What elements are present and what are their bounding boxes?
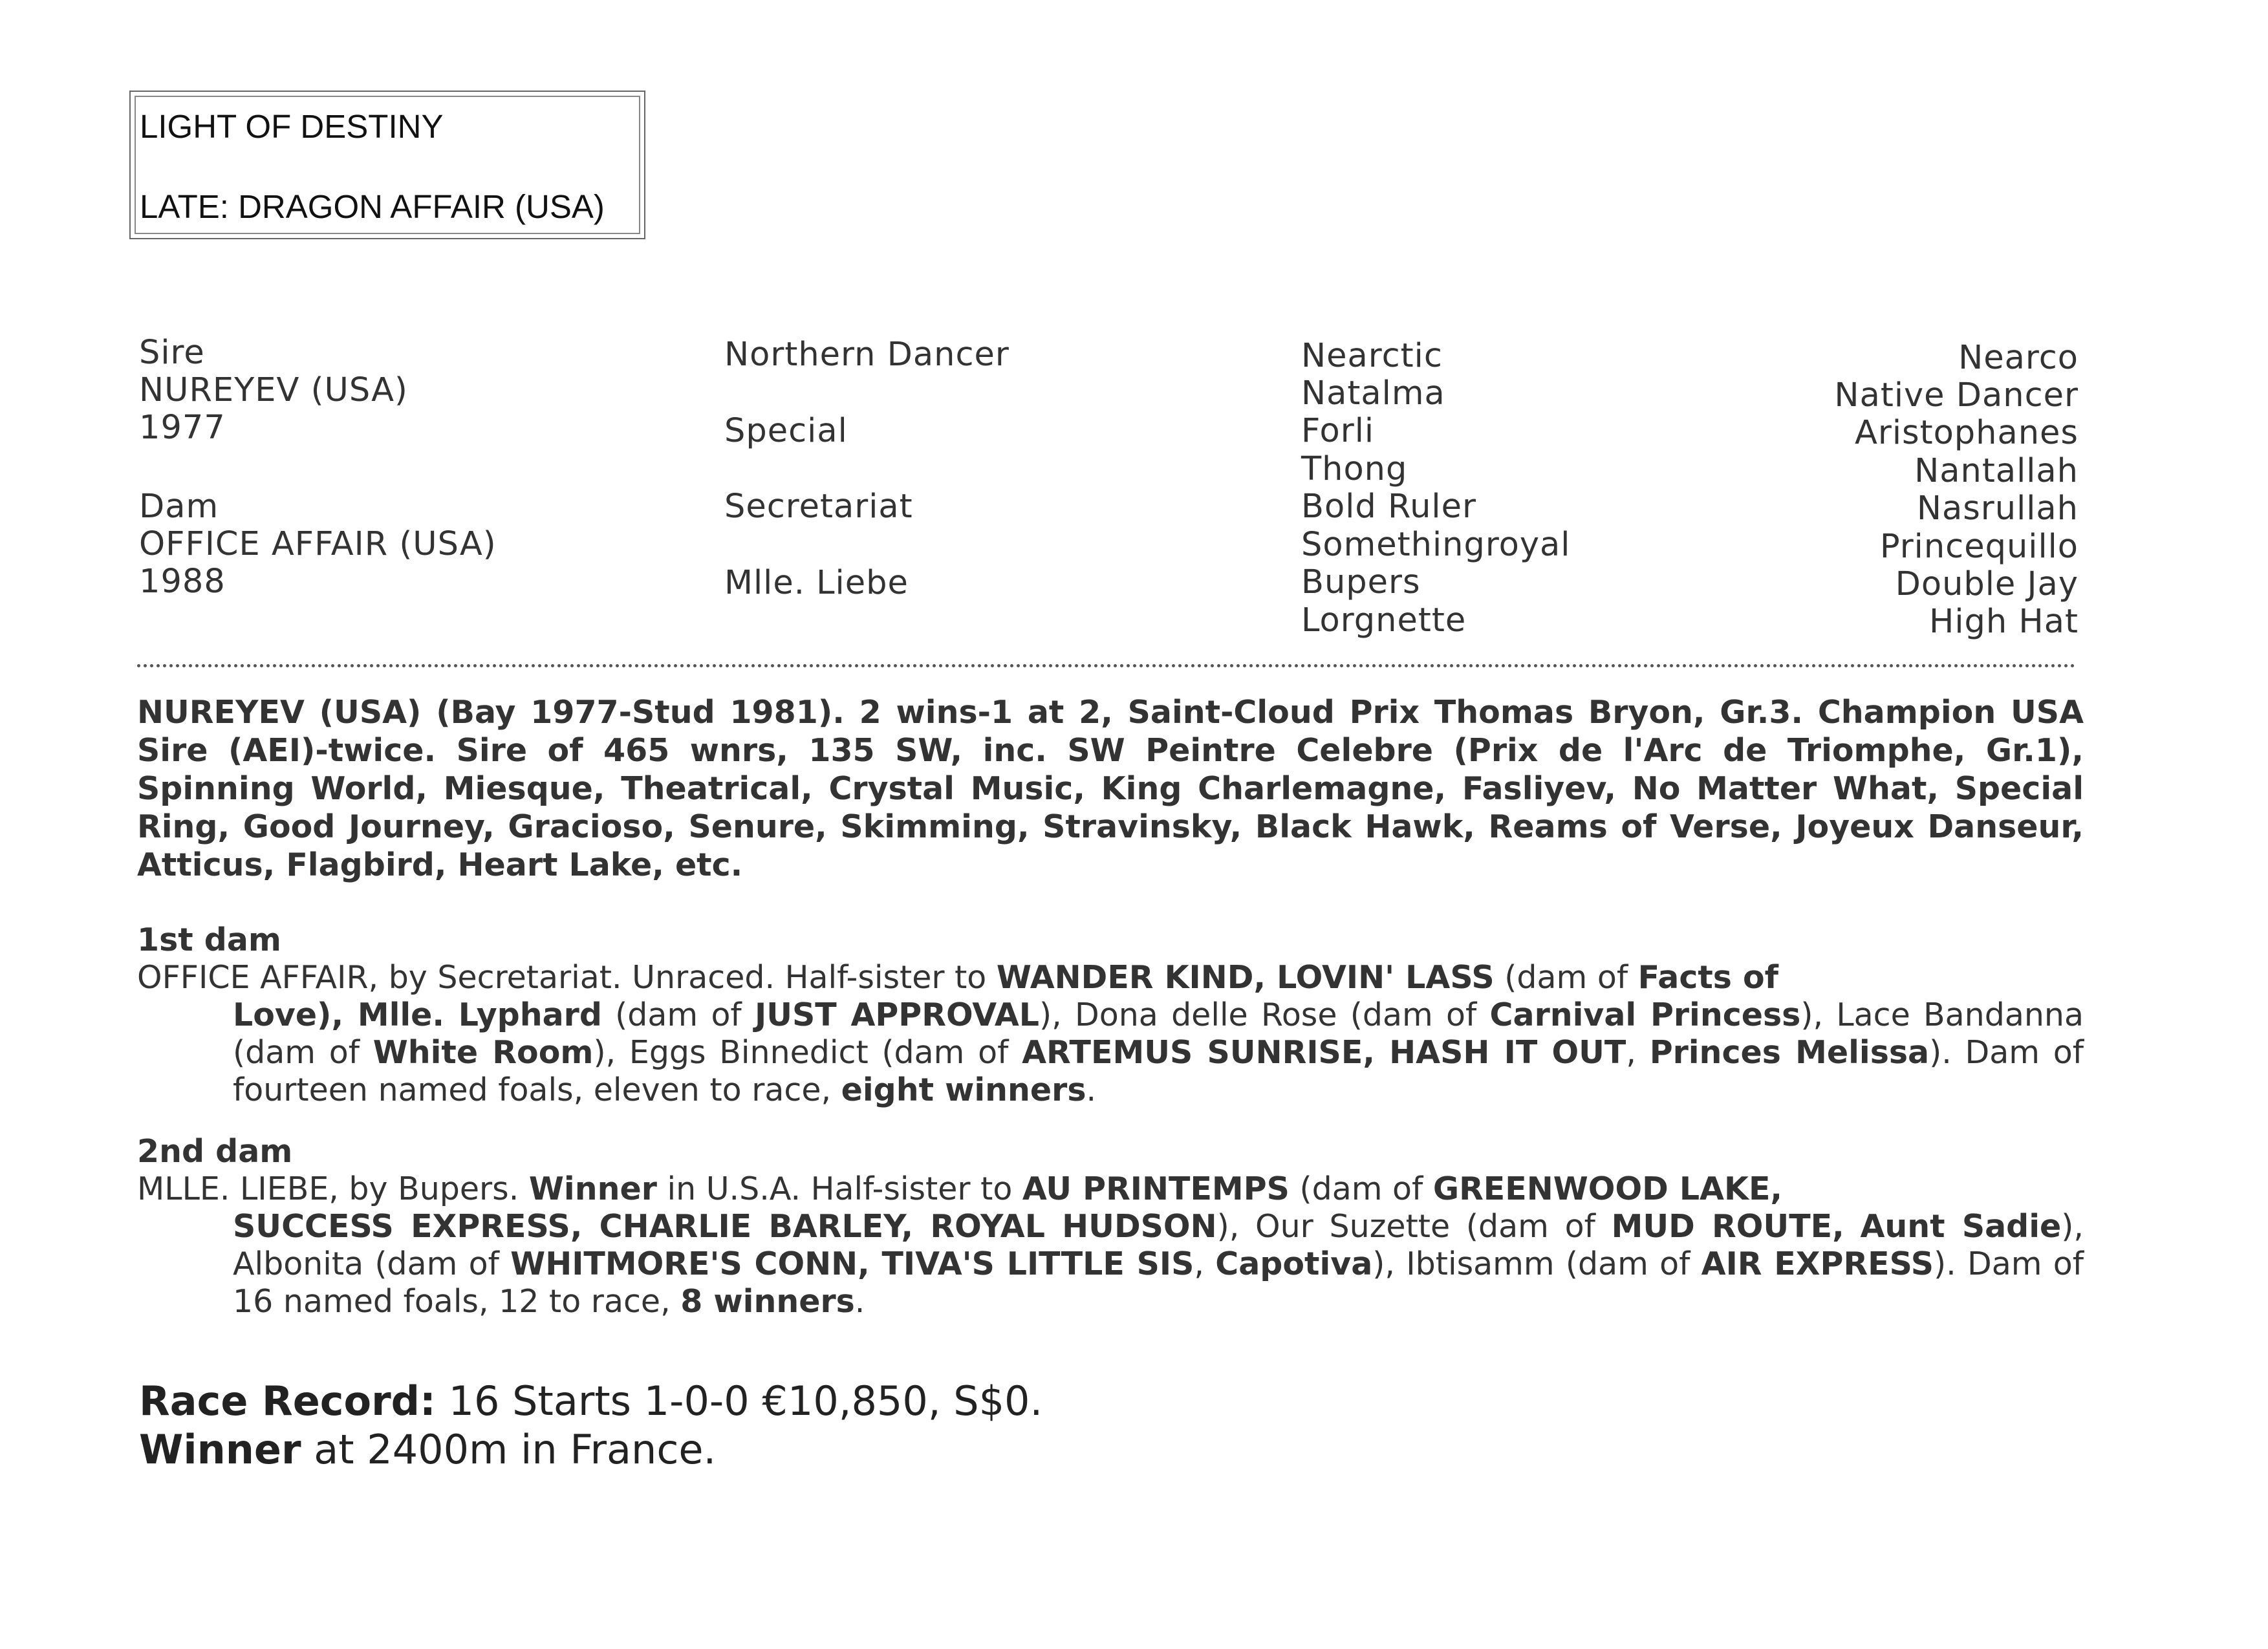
horse-name: LIGHT OF DESTINY bbox=[140, 108, 444, 145]
text-run: WHITMORE'S CONN, TIVA'S LITTLE SIS bbox=[510, 1245, 1194, 1282]
second-dam-text bbox=[137, 1170, 2084, 1320]
text-run: , bbox=[1194, 1245, 1216, 1282]
gen4-item: Princequillo bbox=[1879, 528, 2079, 566]
text-run: ), Ibtisamm bbox=[1372, 1245, 1555, 1282]
gen2-sire-dam: Special bbox=[724, 412, 848, 450]
gen4-item: Nantallah bbox=[1914, 452, 2079, 490]
text-run: Carnival Princess bbox=[1489, 997, 1801, 1033]
sire-year: 1977 bbox=[139, 409, 226, 447]
text-run: 8 winners bbox=[680, 1283, 855, 1320]
text-run: . bbox=[854, 1283, 865, 1320]
gen3-item: Forli bbox=[1301, 412, 1375, 450]
text-run: . bbox=[1086, 1072, 1097, 1108]
gen3-item: Bold Ruler bbox=[1301, 488, 1476, 526]
gen3-item: Nearctic bbox=[1301, 337, 1443, 375]
gen4-item: Nasrullah bbox=[1916, 490, 2079, 528]
gen2-dam-sire: Secretariat bbox=[724, 488, 913, 526]
first-dam-text bbox=[137, 959, 2084, 1109]
text-run: Love), Mlle. Lyphard bbox=[233, 997, 602, 1033]
second-dam-heading: 2nd dam bbox=[137, 1133, 293, 1170]
text-run: Aunt Sadie bbox=[1860, 1208, 2062, 1245]
first-dam-heading: 1st dam bbox=[137, 921, 281, 958]
text-run: in U.S.A. Half-sister to bbox=[656, 1170, 1022, 1207]
race-record-winner: Winner bbox=[139, 1426, 301, 1473]
text-run: Capotiva bbox=[1215, 1245, 1373, 1282]
gen3-item: Lorgnette bbox=[1301, 601, 1467, 640]
gen4-item: High Hat bbox=[1928, 603, 2079, 641]
text-run: (dam of bbox=[1289, 1170, 1433, 1207]
text-run: WANDER KIND, LOVIN' LASS bbox=[996, 959, 1495, 996]
text-run: ). Dam of fourteen named foals, eleven to race, bbox=[233, 1034, 2084, 1108]
text-run: ARTEMUS SUNRISE, HASH IT OUT bbox=[1022, 1034, 1626, 1071]
sire-summary: NUREYEV (USA) (Bay 1977-Stud 1981). 2 wins-1 at 2, Saint-Cloud Prix Thomas Bryon, Gr.3. Champion USA Sire (AEI)-twice. Sire of 465 wnrs, 135 SW, inc. SW Peintre Celebre (Prix de l'Arc de Triomphe, Gr.1), Spinning World, Miesque, Theatrical, Crystal Music, King Charlemagne, Fasliyev, No Matter What, Special Ring, Good Journey, Gracioso, Senure, Skimming, Stravinsky, Black Hawk, Reams of Verse, Joyeux Danseur, Atticus, Flagbird, Heart Lake, etc. bbox=[137, 694, 2084, 883]
divider bbox=[137, 664, 2076, 667]
text-run: ), Dona delle Rose (dam of bbox=[1039, 997, 1490, 1033]
text-run: Princes Melissa bbox=[1649, 1034, 1930, 1071]
race-record-detail: at 2400m in France. bbox=[301, 1426, 717, 1473]
text-run: Winner bbox=[528, 1170, 657, 1207]
text-run: (dam of bbox=[1494, 959, 1638, 996]
gen2-sire-sire: Northern Dancer bbox=[724, 336, 1010, 374]
race-record-label: Race Record: bbox=[139, 1377, 436, 1425]
race-record-value: 16 Starts 1-0-0 €10,850, S$0. bbox=[435, 1377, 1043, 1425]
text-run: eight winners bbox=[841, 1072, 1086, 1108]
text-run: , bbox=[1626, 1034, 1636, 1071]
dam-label: Dam bbox=[139, 488, 219, 526]
sire-name: NUREYEV (USA) bbox=[139, 371, 408, 409]
gen4-item: Double Jay bbox=[1895, 565, 2079, 603]
gen4-item: Aristophanes bbox=[1854, 414, 2079, 452]
text-run: AU PRINTEMPS bbox=[1022, 1170, 1290, 1207]
gen3-item: Somethingroyal bbox=[1301, 526, 1571, 564]
text-run: Facts of bbox=[1637, 959, 1778, 996]
gen3-item: Thong bbox=[1301, 450, 1408, 488]
gen2-dam-dam: Mlle. Liebe bbox=[724, 564, 909, 602]
text-run: SUCCESS EXPRESS, CHARLIE BARLEY, ROYAL HUDSON bbox=[233, 1208, 1217, 1245]
late-name: LATE: DRAGON AFFAIR (USA) bbox=[140, 188, 605, 225]
race-record bbox=[139, 1377, 1042, 1425]
text-run: GREENWOOD LAKE, bbox=[1432, 1170, 1783, 1207]
text-run: ), Lace Bandanna (dam of bbox=[233, 997, 2084, 1071]
text-run: ), Eggs Binnedict (dam of bbox=[593, 1034, 1022, 1071]
text-run: JUST APPROVAL bbox=[754, 997, 1040, 1033]
text-run: MUD ROUTE, bbox=[1611, 1208, 1844, 1245]
text-run: ), Our Suzette (dam of bbox=[1216, 1208, 1612, 1245]
gen3-item: Bupers bbox=[1301, 563, 1421, 601]
text-run: ), Albonita (dam of bbox=[233, 1208, 2084, 1282]
gen4-item: Native Dancer bbox=[1834, 376, 2079, 415]
dam-year: 1988 bbox=[139, 563, 226, 601]
race-record-line2 bbox=[139, 1426, 716, 1473]
gen3-item: Natalma bbox=[1301, 374, 1445, 413]
text-run: (dam of bbox=[601, 997, 755, 1033]
text-run: AIR EXPRESS bbox=[1701, 1245, 1934, 1282]
sire-label: Sire bbox=[139, 334, 205, 372]
text-run: (dam of bbox=[1565, 1245, 1701, 1282]
title-box bbox=[129, 91, 645, 239]
text-run: ). Dam of 16 named foals, 12 to race, bbox=[233, 1245, 2084, 1320]
text-run: OFFICE AFFAIR, by Secretariat. Unraced. Half-sister to bbox=[137, 959, 997, 996]
text-run: MLLE. LIEBE, by Bupers. bbox=[137, 1170, 529, 1207]
gen4-item: Nearco bbox=[1958, 339, 2079, 377]
dam-name: OFFICE AFFAIR (USA) bbox=[139, 525, 497, 563]
text-run: White Room bbox=[373, 1034, 594, 1071]
